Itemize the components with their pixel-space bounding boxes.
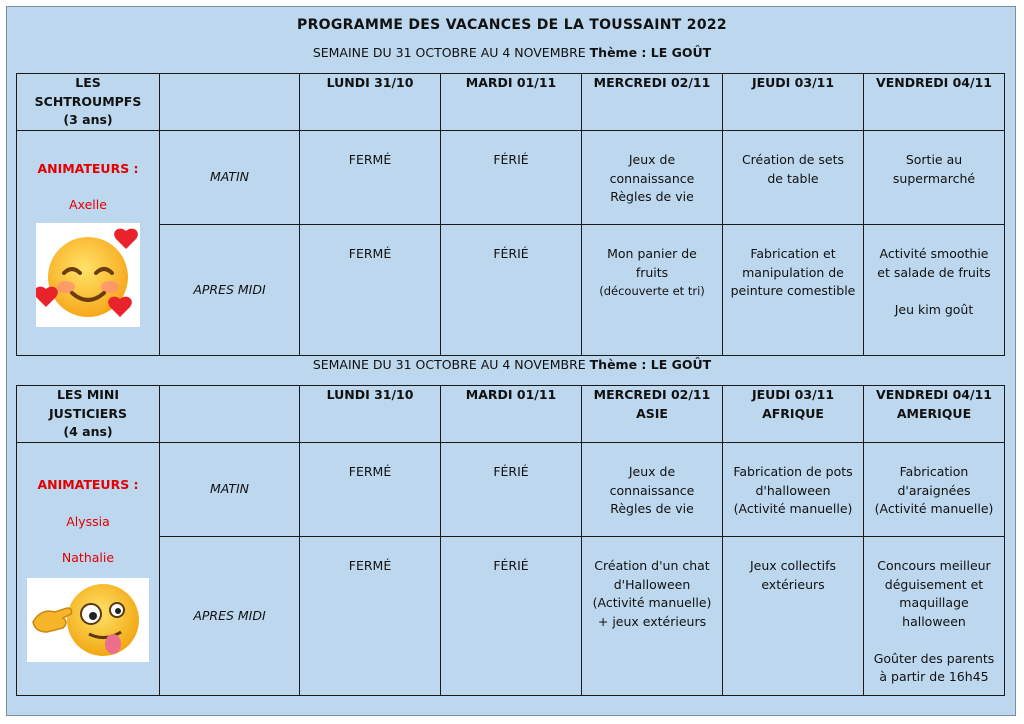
activity-cell: FÉRIÉ <box>441 537 582 696</box>
day-header: MERCREDI 02/11 ASIE <box>582 386 723 443</box>
day-header: VENDREDI 04/11 AMERIQUE <box>864 386 1005 443</box>
animateur-name: Nathalie <box>61 550 115 566</box>
activity-cell: Jeux de connaissance Règles de vie <box>582 131 723 225</box>
activity-cell: FERMÉ <box>300 225 441 356</box>
blank-header <box>160 386 300 443</box>
activity-cell: Sortie au supermarché <box>864 131 1005 225</box>
week-text: SEMAINE DU 31 OCTOBRE AU 4 NOVEMBRE <box>312 357 586 372</box>
theme-label: Thème : LE GOÛT <box>589 357 712 372</box>
activity-cell: Jeux de connaissance Règles de vie <box>582 443 723 537</box>
activity-cell: Fabrication d'araignées (Activité manuelle) <box>864 443 1005 537</box>
animateur-name: Alyssia <box>66 513 110 529</box>
smiling-face-with-hearts-icon <box>36 223 140 327</box>
animateurs-panel <box>17 443 160 696</box>
day-header: JEUDI 03/11 <box>723 74 864 131</box>
week-heading-2 <box>7 357 1017 372</box>
week-text: SEMAINE DU 31 OCTOBRE AU 4 NOVEMBRE <box>312 45 586 60</box>
week-heading-1 <box>7 45 1017 60</box>
activity-cell: Jeux collectifs extérieurs <box>723 537 864 696</box>
day-header: MARDI 01/11 <box>441 74 582 131</box>
program-sheet <box>6 6 1016 716</box>
group-name: LES SCHTROUMPFS (3 ans) <box>17 74 160 131</box>
time-slot-label: MATIN <box>160 131 300 225</box>
blank-header <box>160 74 300 131</box>
time-slot-label: APRES MIDI <box>160 225 300 356</box>
day-header: MARDI 01/11 <box>441 386 582 443</box>
animateurs-label: ANIMATEURS : <box>37 477 139 493</box>
activity-cell: Création d'un chat d'Halloween (Activité manuelle) + jeux extérieurs <box>582 537 723 696</box>
schedule-table-1 <box>16 73 1005 356</box>
activity-cell: Mon panier de fruits (découverte et tri) <box>582 225 723 356</box>
page-title: PROGRAMME DES VACANCES DE LA TOUSSAINT 2022 <box>297 17 727 33</box>
animateur-name: Axelle <box>69 197 107 212</box>
day-header: LUNDI 31/10 <box>300 74 441 131</box>
day-header: MERCREDI 02/11 <box>582 74 723 131</box>
day-header: LUNDI 31/10 <box>300 386 441 443</box>
group-name: LES MINI JUSTICIERS (4 ans) <box>17 386 160 443</box>
activity-cell: Activité smoothie et salade de fruits Jeu kim goût <box>864 225 1005 356</box>
animateurs-panel <box>17 131 160 356</box>
theme-label: Thème : LE GOÛT <box>589 45 712 60</box>
activity-cell: Fabrication de pots d'halloween (Activité manuelle) <box>723 443 864 537</box>
activity-cell: FÉRIÉ <box>441 443 582 537</box>
activity-cell: Fabrication et manipulation de peinture comestible <box>723 225 864 356</box>
activity-cell: Concours meilleur déguisement et maquillage halloween Goûter des parents à partir de 16h45 <box>864 537 1005 696</box>
activity-cell: FÉRIÉ <box>441 131 582 225</box>
activity-cell: FÉRIÉ <box>441 225 582 356</box>
day-header: VENDREDI 04/11 <box>864 74 1005 131</box>
day-header: JEUDI 03/11 AFRIQUE <box>723 386 864 443</box>
activity-cell: FERMÉ <box>300 537 441 696</box>
activity-cell: FERMÉ <box>300 131 441 225</box>
time-slot-label: MATIN <box>160 443 300 537</box>
schedule-table-2 <box>16 385 1005 696</box>
zany-face-icon <box>27 578 149 662</box>
time-slot-label: APRES MIDI <box>160 537 300 696</box>
animateurs-label: ANIMATEURS : <box>37 160 139 176</box>
activity-cell: FERMÉ <box>300 443 441 537</box>
activity-cell: Création de sets de table <box>723 131 864 225</box>
